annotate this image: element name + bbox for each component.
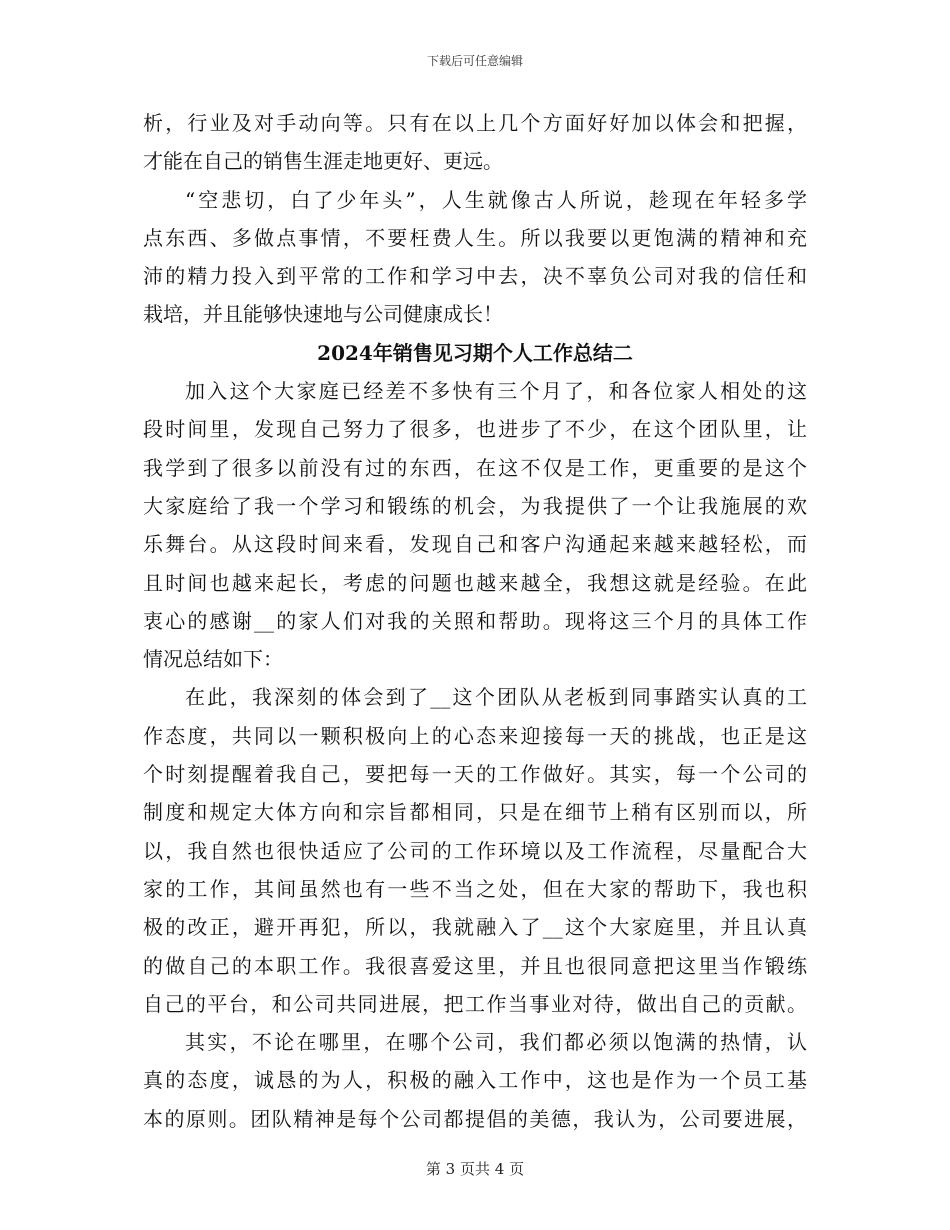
text-line: 加入这个大家庭已经差不多快有三个月了，和各位家人相处的这 <box>185 379 807 404</box>
text-line: 我学到了很多以前没有过的东西，在这不仅是工作，更重要的是这个 <box>143 455 807 480</box>
text-line: 本的原则。团队精神是每个公司都提倡的美德，我认为，公司要进展， <box>143 1106 807 1131</box>
text-line: 其实，不论在哪里，在哪个公司，我们都必须以饱满的热情，认 <box>185 1030 807 1055</box>
text-line: 真的态度，诚恳的为人，积极的融入工作中，这也是作为一个员工基 <box>143 1068 807 1093</box>
text-line: 极的改正，避开再犯，所以，我就融入了__这个大家庭里，并且认真 <box>143 915 807 940</box>
text-line: 栽培，并且能够快速地与公司健康成长！ <box>143 302 503 327</box>
text-line: 以，我自然也很快适应了公司的工作环境以及工作流程，尽量配合大 <box>143 838 807 863</box>
text-line: 个时刻提醒着我自己，要把每一天的工作做好。其实，每一个公司的 <box>143 762 807 787</box>
text-line: 家的工作，其间虽然也有一些不当之处，但在大家的帮助下，我也积 <box>143 876 807 901</box>
page-number: 第 3 页共 4 页 <box>425 1160 525 1178</box>
text-line: 且时间也越来起长，考虑的问题也越来越全，我想这就是经验。在此 <box>143 570 807 595</box>
text-line: 衷心的感谢__的家人们对我的关照和帮助。现将这三个月的具体工作 <box>143 608 807 633</box>
text-line: “空悲切，白了少年头”，人生就像古人所说，趁现在年轻多学 <box>185 187 807 212</box>
text-line: 的做自己的本职工作。我很喜爱这里，并且也很同意把这里当作锻练 <box>143 953 807 978</box>
page-footer <box>0 1158 950 1179</box>
text-line: 沛的精力投入到平常的工作和学习中去，决不辜负公司对我的信任和 <box>143 264 807 289</box>
text-line: 点东西、多做点事情，不要枉费人生。所以我要以更饱满的精神和充 <box>143 225 807 250</box>
text-line: 制度和规定大体方向和宗旨都相同，只是在细节上稍有区别而以，所 <box>143 800 807 825</box>
page-header <box>0 52 950 69</box>
text-line: 情况总结如下： <box>143 647 283 672</box>
text-line: 自己的平台，和公司共同进展，把工作当事业对待，做出自己的贡献。 <box>143 991 807 1016</box>
text-line: 在此，我深刻的体会到了__这个团队从老板到同事踏实认真的工 <box>185 685 807 710</box>
text-line: 才能在自己的销售生涯走地更好、更远。 <box>143 149 503 174</box>
text-line: 乐舞台。从这段时间来看，发现自己和客户沟通起来越来越轻松，而 <box>143 532 807 557</box>
text-line: 析，行业及对手动向等。只有在以上几个方面好好加以体会和把握， <box>143 111 807 135</box>
text-line: 段时间里，发现自己努力了很多，也进步了不少，在这个团队里，让 <box>143 417 807 442</box>
text-line: 大家庭给了我一个学习和锻练的机会，为我提供了一个让我施展的欢 <box>143 493 807 518</box>
text-line: 作态度，共同以一颗积极向上的心态来迎接每一天的挑战，也正是这 <box>143 723 807 748</box>
section-title: 2024年销售见习期个人工作总结二 <box>317 340 633 365</box>
header-note: 下载后可任意编辑 <box>426 54 523 68</box>
document-body <box>143 104 807 1138</box>
